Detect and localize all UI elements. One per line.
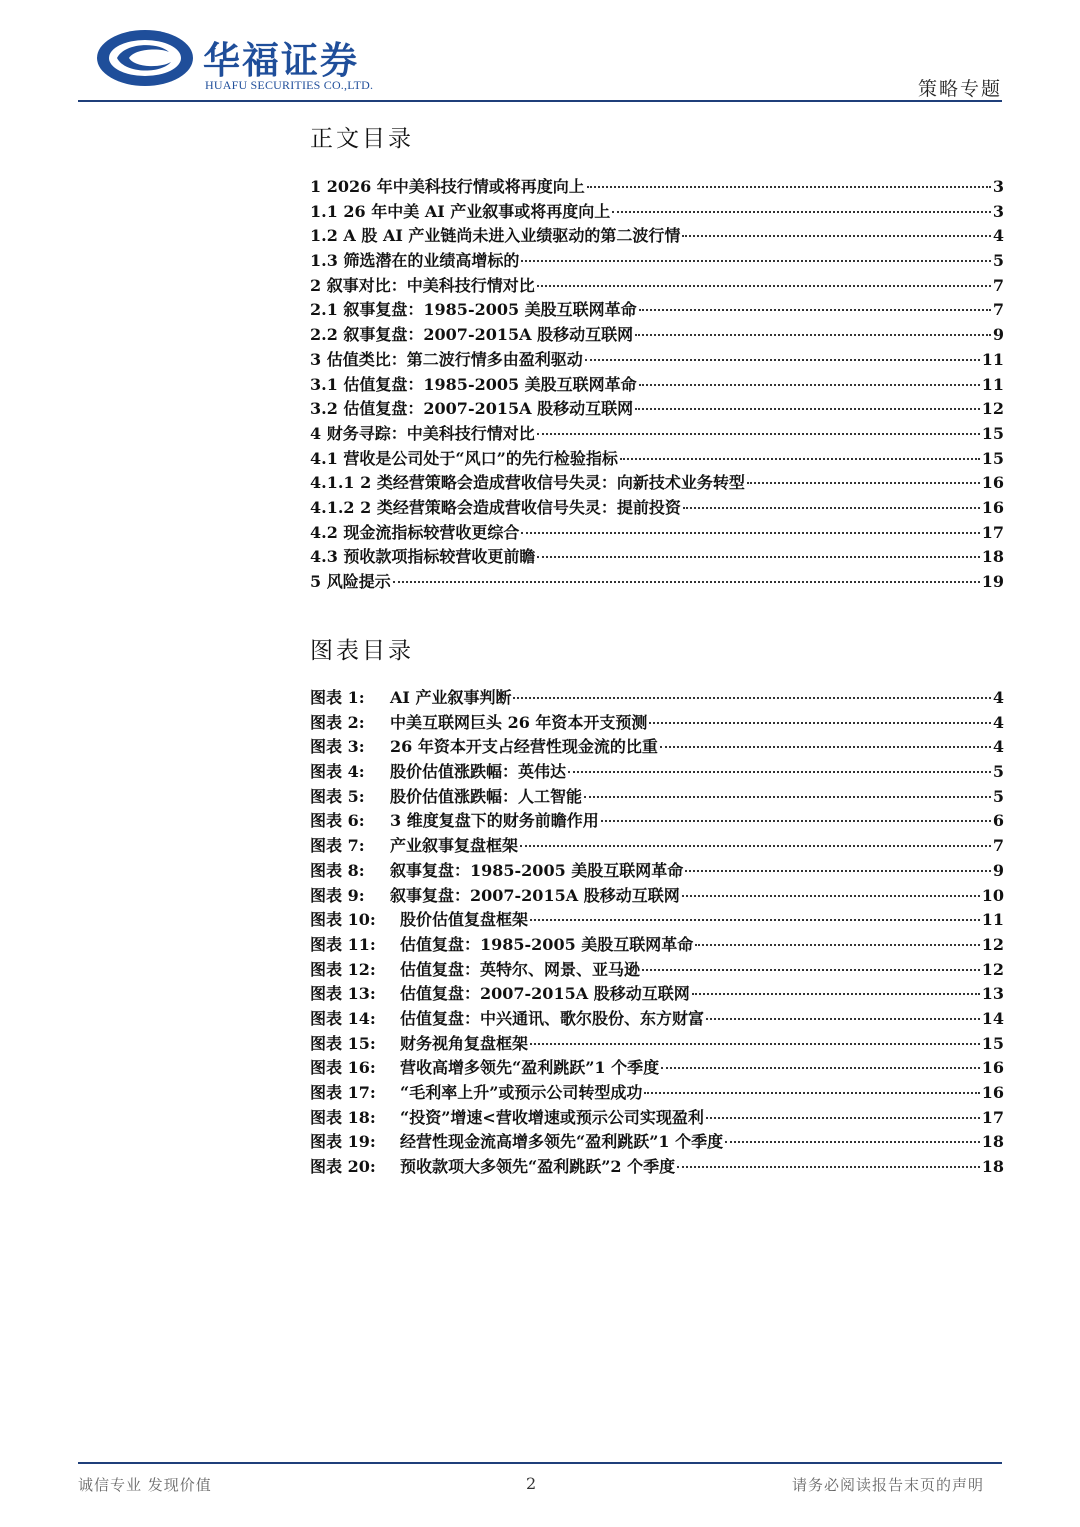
toc-entry-label <box>310 1155 675 1180</box>
figure-toc-entry[interactable] <box>310 1155 1004 1180</box>
toc-entry-label <box>310 1130 723 1155</box>
toc-entry-page: 15 <box>981 423 1004 443</box>
dot-leader <box>601 819 991 822</box>
toc-entry-page: 19 <box>981 572 1004 591</box>
toc-entry[interactable] <box>310 249 1004 274</box>
figure-toc-entry[interactable] <box>310 1007 1004 1032</box>
toc-entry-page: 4 <box>992 688 1004 707</box>
toc-entry-label <box>310 1056 659 1081</box>
toc-entry-text: 估值复盘：英特尔、网景、亚马逊 <box>400 959 641 979</box>
toc-entry-page: 4 <box>992 226 1004 246</box>
toc-entry-page: 16 <box>981 473 1004 493</box>
toc-entry-text: 1.3 筛选潜在的业绩高增标的 <box>310 251 520 271</box>
dot-leader <box>537 555 979 558</box>
figure-toc-entry[interactable] <box>310 760 1004 785</box>
toc-entry[interactable] <box>310 274 1004 299</box>
toc-entry-page: 6 <box>992 811 1004 831</box>
figure-number: 图表 1: <box>310 688 365 707</box>
figure-toc-entry[interactable] <box>310 711 1004 736</box>
toc-entry-label <box>310 686 511 711</box>
toc-entry-page: 9 <box>992 860 1004 880</box>
toc-entry-page: 14 <box>981 1008 1004 1028</box>
toc-entry-text: 估值复盘：2007-2015A 股移动互联网 <box>400 984 690 1004</box>
toc-entry[interactable] <box>310 298 1004 323</box>
figure-number: 图表 2: <box>310 712 365 732</box>
company-logo <box>95 24 395 96</box>
toc-entry-page: 5 <box>992 786 1004 806</box>
dot-leader <box>683 506 980 509</box>
toc-entry[interactable] <box>310 200 1004 225</box>
figure-number: 图表 13: <box>310 984 376 1004</box>
footer-slogan: 诚信专业 发现价值 <box>78 1476 212 1494</box>
toc-entry-text: 5 风险提示 <box>310 572 391 591</box>
page-number: 2 <box>526 1474 537 1493</box>
toc-entry-label <box>310 785 582 810</box>
dot-leader <box>612 210 991 213</box>
toc-entry-page: 15 <box>981 1033 1004 1053</box>
toc-entry[interactable] <box>310 471 1004 496</box>
toc-entry-label <box>310 521 519 546</box>
toc-entry-label <box>310 982 690 1007</box>
toc-entry-page: 4 <box>992 712 1004 732</box>
dot-leader <box>585 358 980 361</box>
figure-number: 图表 11: <box>310 934 376 954</box>
dot-leader <box>520 844 991 847</box>
toc-entry-text: “毛利率上升”或预示公司转型成功 <box>400 1083 643 1102</box>
figure-number: 图表 8: <box>310 860 365 880</box>
toc-entry-text: 3.1 估值复盘：1985-2005 美股互联网革命 <box>310 374 637 394</box>
toc-entry-text: 4.1.1 2 类经营策略会造成营收信号失灵：向新技术业务转型 <box>310 473 745 493</box>
dot-leader <box>642 968 980 971</box>
figure-toc-entry[interactable] <box>310 1081 1004 1106</box>
dot-leader <box>661 1066 980 1069</box>
figure-toc-entry[interactable] <box>310 982 1004 1007</box>
toc-entry-text: 4.1 营收是公司处于“风口”的先行检验指标 <box>310 448 618 468</box>
toc-entry-label <box>310 323 633 348</box>
figure-number: 图表 17: <box>310 1083 376 1102</box>
toc-entry-label <box>310 496 681 521</box>
toc-entry[interactable] <box>310 373 1004 398</box>
toc-entry-text: 估值复盘：中兴通讯、歌尔股份、东方财富 <box>400 1008 705 1028</box>
figure-toc-entry[interactable] <box>310 809 1004 834</box>
toc-list <box>310 175 1004 595</box>
toc-entry-page: 5 <box>992 251 1004 271</box>
dot-leader <box>635 407 980 410</box>
dot-leader <box>677 1165 980 1168</box>
dot-leader <box>521 531 979 534</box>
dot-leader <box>747 481 980 484</box>
figure-number: 图表 16: <box>310 1058 376 1078</box>
toc-entry-text: 估值复盘：1985-2005 美股互联网革命 <box>400 934 694 954</box>
dot-leader <box>584 795 991 798</box>
toc-entry-text: 3 维度复盘下的财务前瞻作用 <box>390 811 599 831</box>
toc-entry-page: 4 <box>992 737 1004 757</box>
figure-number: 图表 18: <box>310 1107 376 1127</box>
dot-leader <box>393 580 980 583</box>
toc-entry-page: 18 <box>981 1132 1004 1152</box>
toc-entry-label <box>310 422 535 447</box>
dot-leader <box>706 1116 980 1119</box>
figures-toc-title: 图表目录 <box>310 638 414 664</box>
toc-entry-text: 股价估值复盘框架 <box>400 910 529 930</box>
toc-entry-text: 4.3 预收款项指标较营收更前瞻 <box>310 547 536 567</box>
toc-entry-page: 12 <box>981 934 1004 954</box>
toc-entry-label <box>310 373 637 398</box>
toc-entry-page: 7 <box>992 300 1004 320</box>
figure-toc-entry[interactable] <box>310 686 1004 711</box>
toc-entry-page: 9 <box>992 325 1004 345</box>
toc-entry-text: 4.2 现金流指标较营收更综合 <box>310 522 520 542</box>
figure-number: 图表 10: <box>310 910 376 930</box>
toc-entry-text: 2 叙事对比：中美科技行情对比 <box>310 275 535 295</box>
dot-leader <box>568 770 991 773</box>
figure-number: 图表 6: <box>310 811 365 831</box>
toc-entry-text: 产业叙事复盘框架 <box>390 836 519 856</box>
dot-leader <box>660 745 991 748</box>
toc-entry-page: 7 <box>992 836 1004 856</box>
figures-toc-list <box>310 686 1004 1180</box>
toc-entry-page: 11 <box>981 349 1004 369</box>
dot-leader <box>692 992 980 995</box>
toc-entry-text: 叙事复盘：1985-2005 美股互联网革命 <box>390 860 684 880</box>
toc-entry[interactable] <box>310 224 1004 249</box>
toc-entry-label <box>310 545 535 570</box>
toc-entry-label <box>310 1032 528 1057</box>
figure-toc-entry[interactable] <box>310 1130 1004 1155</box>
toc-entry-page: 7 <box>992 275 1004 295</box>
toc-entry-text: 2.1 叙事复盘：1985-2005 美股互联网革命 <box>310 300 637 320</box>
dot-leader <box>537 284 991 287</box>
toc-entry-text: 叙事复盘：2007-2015A 股移动互联网 <box>390 885 680 905</box>
dot-leader <box>725 1140 980 1143</box>
dot-leader <box>682 894 980 897</box>
toc-entry-page: 10 <box>981 885 1004 905</box>
toc-title: 正文目录 <box>310 126 414 152</box>
footer-divider <box>78 1462 1002 1464</box>
dot-leader <box>644 1091 979 1094</box>
toc-entry-label <box>310 397 633 422</box>
toc-entry-text: 1.1 26 年中美 AI 产业叙事或将再度向上 <box>310 201 611 221</box>
toc-entry-label <box>310 834 518 859</box>
dot-leader <box>513 696 990 699</box>
toc-entry-label <box>310 859 683 884</box>
huafu-emblem-icon <box>95 28 195 88</box>
dot-leader <box>649 721 990 724</box>
toc-entry-label <box>310 447 618 472</box>
toc-entry[interactable] <box>310 348 1004 373</box>
figure-toc-entry[interactable] <box>310 859 1004 884</box>
dot-leader <box>521 259 990 262</box>
dot-leader <box>706 1017 980 1020</box>
dot-leader <box>587 185 991 188</box>
figure-toc-entry[interactable] <box>310 834 1004 859</box>
logo-english-name: HUAFU SECURITIES CO.,LTD. <box>205 78 374 92</box>
toc-entry-page: 3 <box>992 177 1004 196</box>
toc-entry-page: 16 <box>981 497 1004 517</box>
toc-entry-text: 3 估值类比：第二波行情多由盈利驱动 <box>310 349 583 369</box>
toc-entry[interactable] <box>310 447 1004 472</box>
toc-entry-label <box>310 908 528 933</box>
figure-number: 图表 7: <box>310 836 365 856</box>
figure-number: 图表 19: <box>310 1132 376 1152</box>
dot-leader <box>639 308 991 311</box>
figure-toc-entry[interactable] <box>310 735 1004 760</box>
toc-entry-page: 5 <box>992 762 1004 782</box>
figure-toc-entry[interactable] <box>310 958 1004 983</box>
toc-entry-label <box>310 933 693 958</box>
toc-entry[interactable] <box>310 545 1004 570</box>
dot-leader <box>695 943 979 946</box>
header-divider <box>78 100 1002 102</box>
toc-entry-page: 16 <box>981 1058 1004 1078</box>
figure-toc-entry[interactable] <box>310 1106 1004 1131</box>
dot-leader <box>620 457 980 460</box>
dot-leader <box>639 383 980 386</box>
dot-leader <box>530 918 980 921</box>
toc-entry-page: 16 <box>981 1083 1004 1102</box>
toc-entry-text: 4.1.2 2 类经营策略会造成营收信号失灵：提前投资 <box>310 497 681 517</box>
toc-entry-text: 26 年资本开支占经营性现金流的比重 <box>390 737 658 757</box>
toc-entry[interactable] <box>310 422 1004 447</box>
toc-entry[interactable] <box>310 570 1004 595</box>
toc-entry-label <box>310 1081 642 1106</box>
figure-toc-entry[interactable] <box>310 933 1004 958</box>
toc-entry-page: 12 <box>981 959 1004 979</box>
toc-entry-page: 11 <box>981 910 1004 930</box>
toc-entry-text: 2.2 叙事复盘：2007-2015A 股移动互联网 <box>310 325 634 345</box>
toc-entry-label <box>310 809 599 834</box>
toc-entry-label <box>310 711 647 736</box>
toc-entry-page: 18 <box>981 1157 1004 1177</box>
toc-entry-label <box>310 274 535 299</box>
toc-entry-label <box>310 735 658 760</box>
toc-entry-text: 股价估值涨跌幅：英伟达 <box>390 762 567 782</box>
footer-disclaimer: 请务必阅读报告末页的声明 <box>791 1476 984 1494</box>
toc-entry[interactable] <box>310 397 1004 422</box>
dot-leader <box>685 869 991 872</box>
toc-entry-label <box>310 570 391 595</box>
figure-number: 图表 3: <box>310 737 365 757</box>
toc-entry-label <box>310 175 585 200</box>
figure-number: 图表 20: <box>310 1157 376 1177</box>
toc-entry-text: AI 产业叙事判断 <box>390 688 512 707</box>
toc-entry-text: 3.2 估值复盘：2007-2015A 股移动互联网 <box>310 399 634 419</box>
logo-chinese-name: 华福证券 <box>203 39 359 82</box>
toc-entry-label <box>310 200 610 225</box>
toc-entry-label <box>310 348 583 373</box>
toc-entry-page: 3 <box>992 201 1004 221</box>
toc-entry-label <box>310 1106 704 1131</box>
toc-entry-text: 1.2 A 股 AI 产业链尚未进入业绩驱动的第二波行情 <box>310 226 681 246</box>
toc-entry-text: 股价估值涨跌幅：人工智能 <box>390 786 583 806</box>
figure-number: 图表 12: <box>310 959 376 979</box>
toc-entry-text: 经营性现金流高增多领先“盈利跳跃”1 个季度 <box>400 1132 724 1152</box>
toc-entry-page: 17 <box>981 1107 1004 1127</box>
toc-entry-label <box>310 298 637 323</box>
dot-leader <box>682 234 990 237</box>
toc-entry[interactable] <box>310 323 1004 348</box>
toc-entry-label <box>310 958 640 983</box>
toc-entry-text: 1 2026 年中美科技行情或将再度向上 <box>310 177 585 196</box>
toc-entry-text: “投资”增速<营收增速或预示公司实现盈利 <box>400 1107 704 1127</box>
toc-entry-label <box>310 760 566 785</box>
toc-entry-text: 预收款项大多领先“盈利跳跃”2 个季度 <box>400 1157 676 1177</box>
figure-toc-entry[interactable] <box>310 884 1004 909</box>
toc-entry-label <box>310 471 745 496</box>
figure-number: 图表 5: <box>310 786 365 806</box>
toc-entry-label <box>310 249 519 274</box>
toc-entry-text: 4 财务寻踪：中美科技行情对比 <box>310 423 535 443</box>
toc-entry-page: 13 <box>981 984 1004 1004</box>
figure-number: 图表 9: <box>310 885 365 905</box>
figure-toc-entry[interactable] <box>310 1056 1004 1081</box>
toc-entry-label <box>310 1007 704 1032</box>
toc-entry-text: 营收高增多领先“盈利跳跃”1 个季度 <box>400 1058 660 1078</box>
figure-toc-entry[interactable] <box>310 1032 1004 1057</box>
figure-toc-entry[interactable] <box>310 785 1004 810</box>
figure-number: 图表 4: <box>310 762 365 782</box>
report-type-label: 策略专题 <box>917 78 1002 100</box>
toc-entry-page: 11 <box>981 374 1004 394</box>
toc-entry[interactable] <box>310 521 1004 546</box>
toc-entry[interactable] <box>310 496 1004 521</box>
figure-number: 图表 15: <box>310 1033 376 1053</box>
figure-number: 图表 14: <box>310 1008 376 1028</box>
dot-leader <box>530 1042 980 1045</box>
toc-entry-text: 财务视角复盘框架 <box>400 1033 529 1053</box>
dot-leader <box>635 333 991 336</box>
toc-entry[interactable] <box>310 175 1004 200</box>
toc-entry-label <box>310 884 680 909</box>
toc-entry-page: 17 <box>981 522 1004 542</box>
figure-toc-entry[interactable] <box>310 908 1004 933</box>
dot-leader <box>537 432 980 435</box>
toc-entry-page: 15 <box>981 448 1004 468</box>
toc-entry-page: 18 <box>981 547 1004 567</box>
toc-entry-text: 中美互联网巨头 26 年资本开支预测 <box>390 712 648 732</box>
toc-entry-page: 12 <box>981 399 1004 419</box>
toc-entry-label <box>310 224 680 249</box>
